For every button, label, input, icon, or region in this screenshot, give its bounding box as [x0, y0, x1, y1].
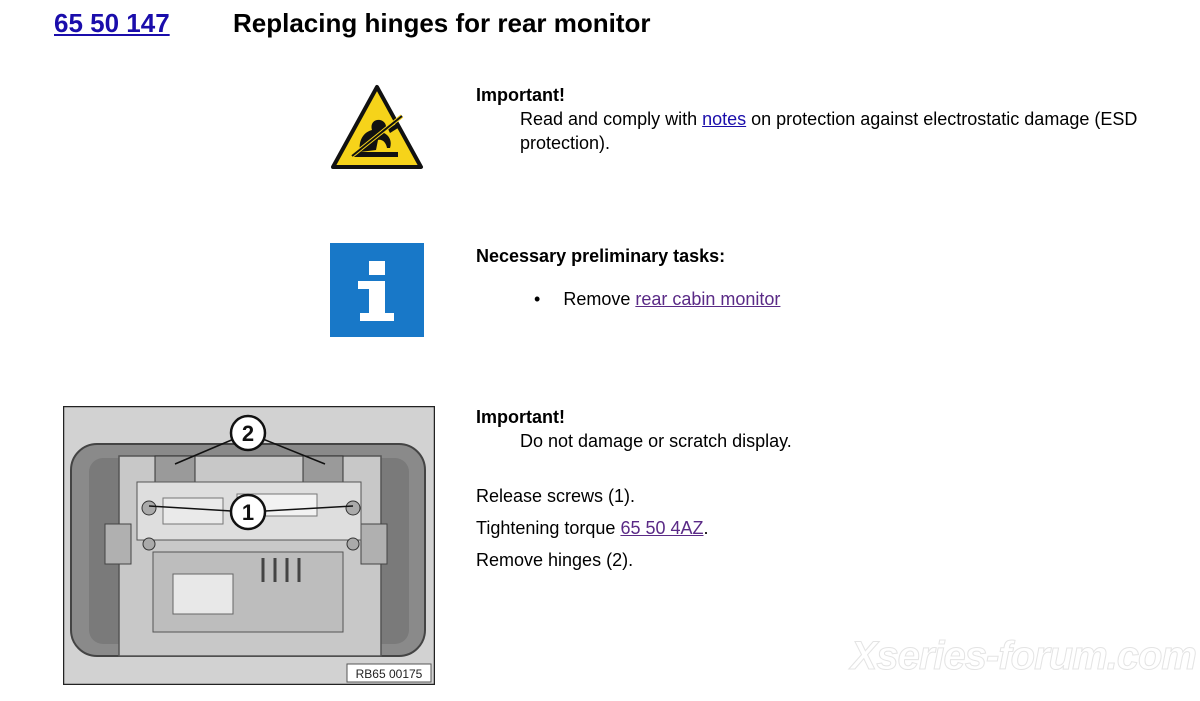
- monitor-figure: [63, 406, 435, 690]
- page-title: Replacing hinges for rear monitor: [233, 8, 651, 38]
- prelim-bullet-item: • Remove rear cabin monitor: [534, 289, 781, 309]
- rear-cabin-monitor-link[interactable]: rear cabin monitor: [635, 289, 781, 309]
- esd-important-heading: Important!: [476, 85, 565, 105]
- display-warning-text: Do not damage or scratch display.: [520, 431, 792, 451]
- step-tightening-torque: Tightening torque 65 50 4AZ.: [476, 518, 709, 538]
- step-release-screws: Release screws (1).: [476, 486, 636, 506]
- figure-caption: RB65 00175: [355, 667, 423, 681]
- prelim-heading: Necessary preliminary tasks:: [476, 246, 726, 266]
- torque-spec-link[interactable]: 65 50 4AZ: [620, 518, 704, 538]
- notes-link[interactable]: notes: [702, 109, 747, 129]
- step-remove-hinges: Remove hinges (2).: [476, 550, 634, 570]
- callout-1: [231, 495, 265, 529]
- callout-2: [231, 416, 265, 450]
- svg-text:2: 2: [241, 421, 255, 446]
- bullet-icon: •: [534, 289, 541, 309]
- watermark: Xseries-forum.com: [850, 634, 1196, 678]
- info-icon: [330, 243, 424, 342]
- step-important-heading: Important!: [476, 407, 565, 427]
- esd-note-text: Read and comply with notes on protection against electrostatic damage (ESD protection).: [520, 109, 1138, 153]
- doc-number-link[interactable]: 65 50 147: [54, 8, 170, 38]
- esd-warning-icon: [330, 84, 424, 175]
- svg-text:1: 1: [241, 500, 255, 525]
